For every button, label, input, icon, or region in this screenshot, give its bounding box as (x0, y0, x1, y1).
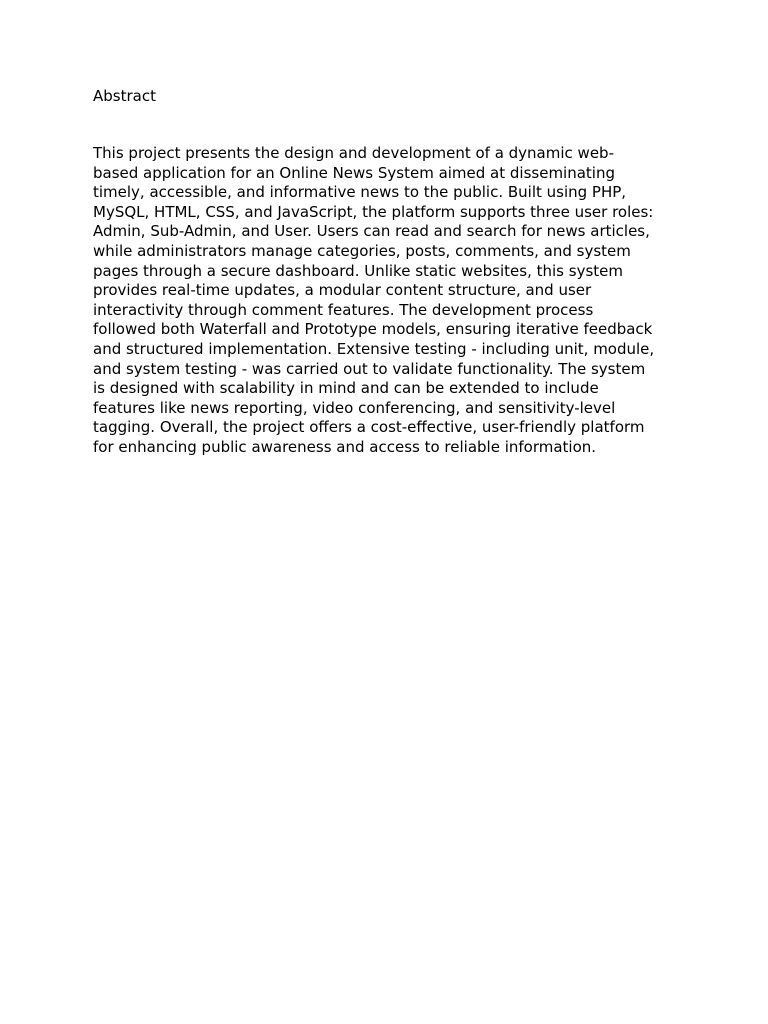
abstract-line: followed both Waterfall and Prototype models, ensuring iterative feedback (93, 320, 653, 339)
abstract-line: features like news reporting, video conferencing, and sensitivity-level (93, 398, 616, 417)
abstract-line: and structured implementation. Extensive testing - including unit, module, (93, 339, 655, 358)
abstract-line: MySQL, HTML, CSS, and JavaScript, the platform supports three user roles: (93, 202, 654, 221)
abstract-heading: Abstract (93, 87, 156, 105)
abstract-line: pages through a secure dashboard. Unlike static websites, this system (93, 261, 623, 280)
abstract-line: This project presents the design and development of a dynamic web- (93, 144, 614, 162)
abstract-line: tagging. Overall, the project offers a cost-effective, user-friendly platform (93, 418, 645, 437)
abstract-line: Admin, Sub-Admin, and User. Users can read and search for news articles, (93, 222, 650, 241)
abstract-line: and system testing - was carried out to validate functionality. The system (93, 359, 646, 378)
abstract-line: provides real-time updates, a modular content structure, and user (93, 281, 592, 300)
abstract-line: interactivity through comment features. The development process (93, 300, 594, 319)
abstract-paragraph (93, 144, 683, 458)
abstract-line: based application for an Online News System aimed at disseminating (93, 163, 616, 182)
abstract-line: for enhancing public awareness and access to reliable information. (93, 437, 597, 456)
abstract-line: timely, accessible, and informative news to the public. Built using PHP, (93, 183, 627, 202)
abstract-line: is designed with scalability in mind and can be extended to include (93, 379, 599, 398)
abstract-line: while administrators manage categories, posts, comments, and system (93, 241, 631, 260)
